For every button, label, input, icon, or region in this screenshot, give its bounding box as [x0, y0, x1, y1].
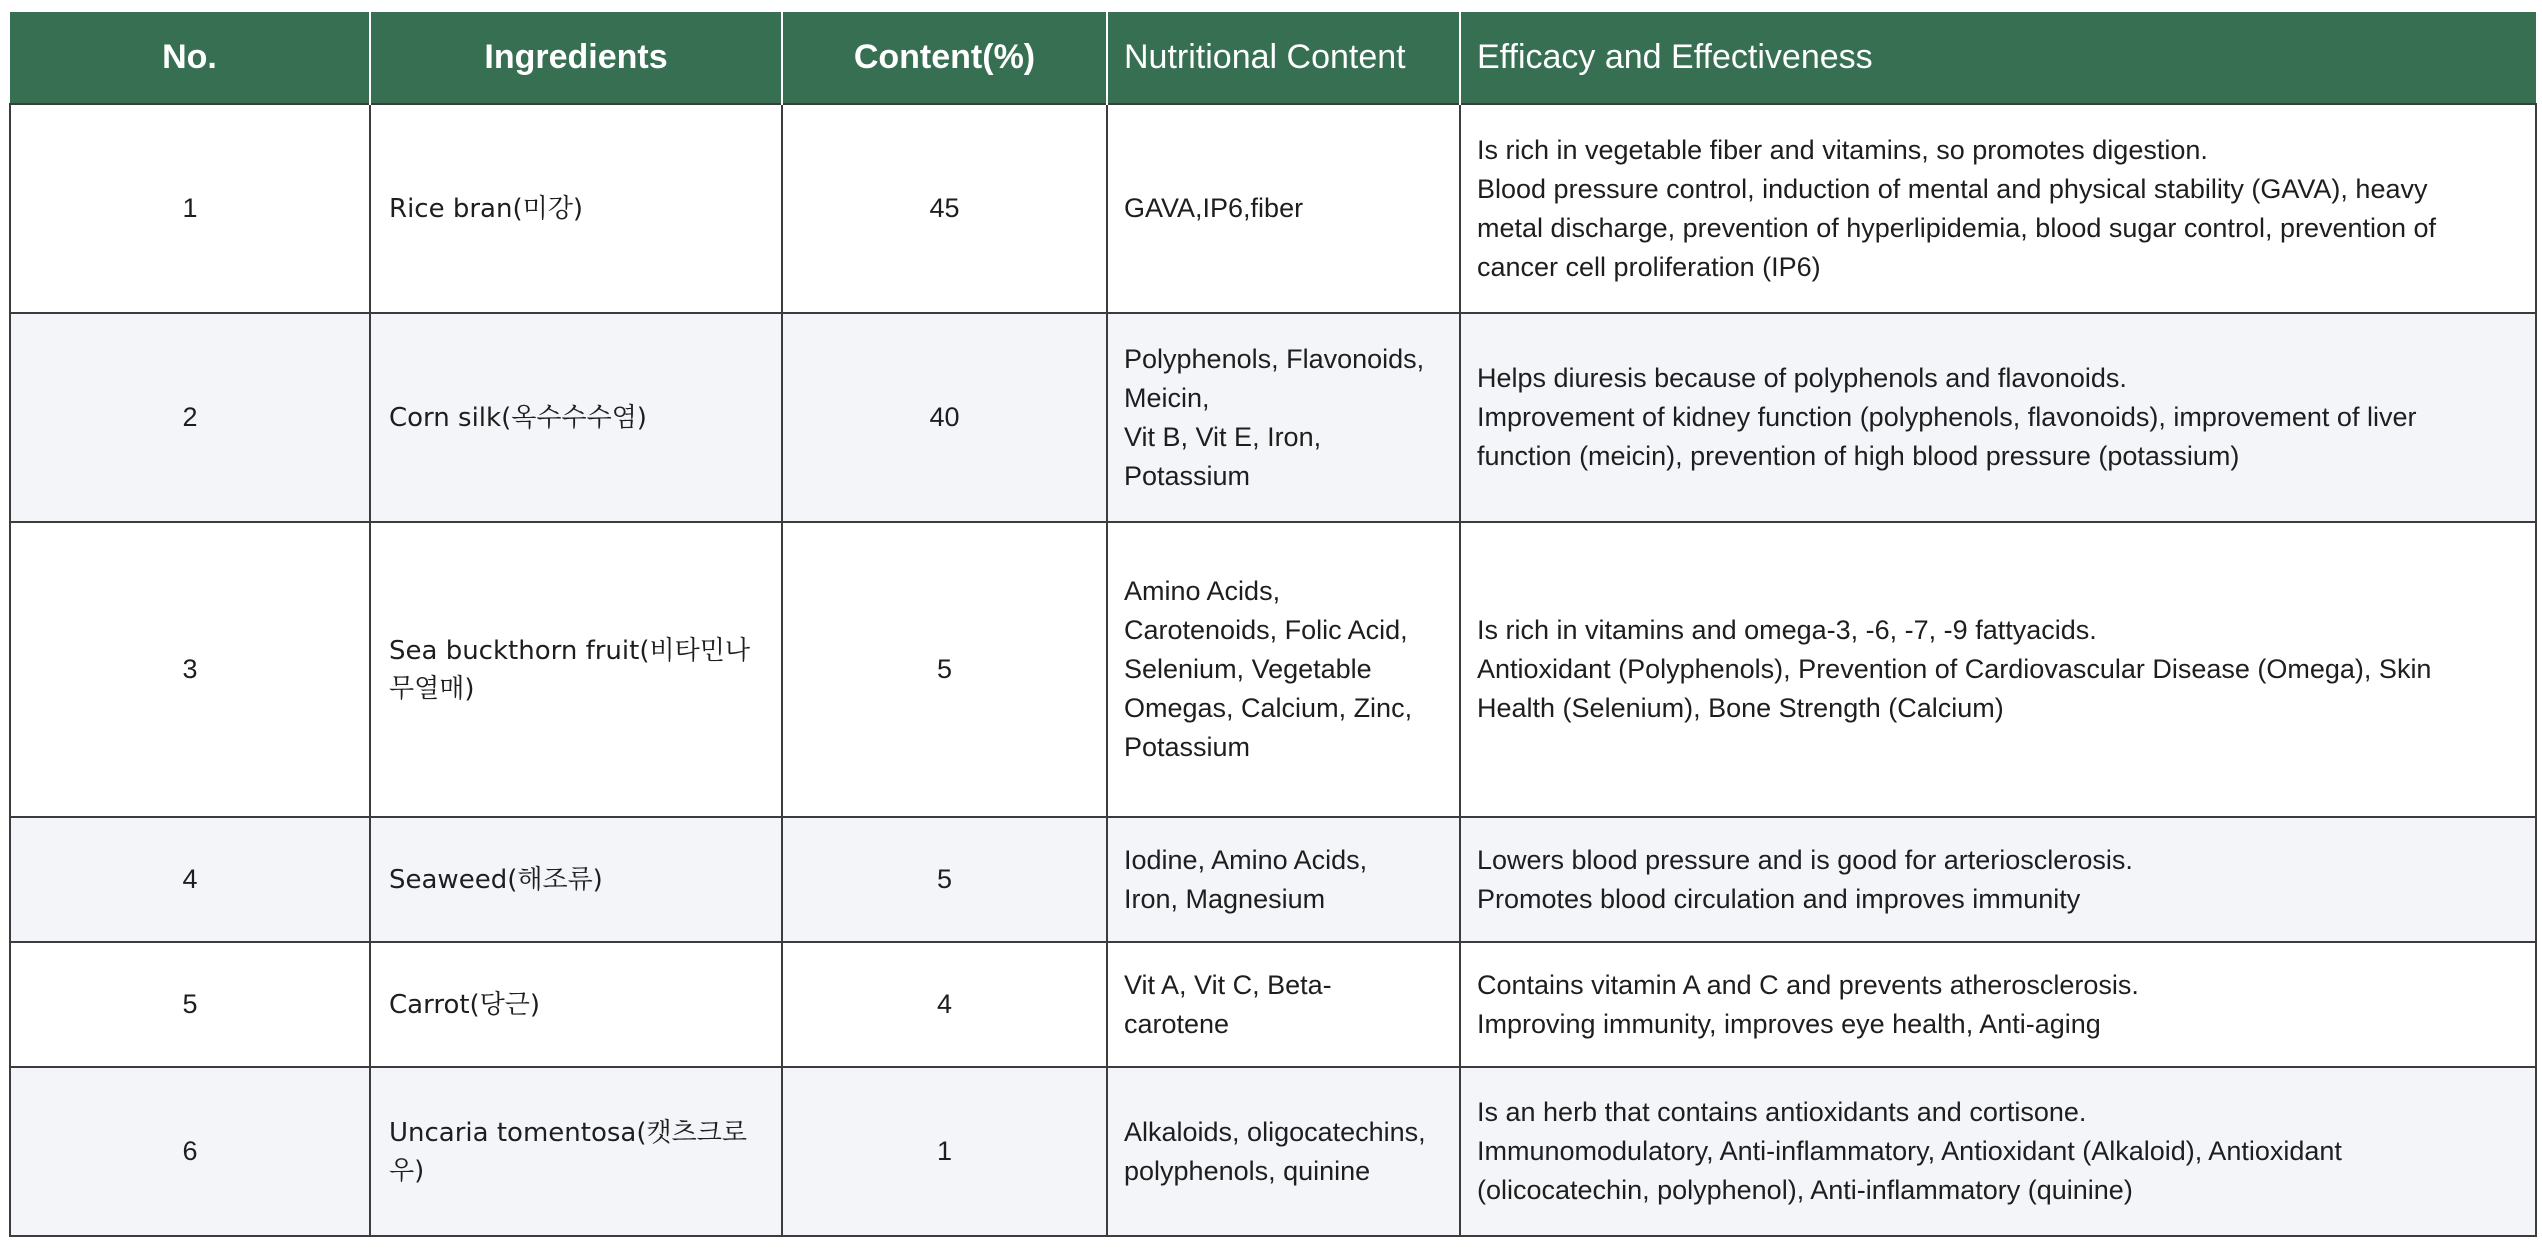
table-row — [10, 817, 2536, 942]
row-number: 3 — [10, 522, 370, 817]
efficacy-text — [1460, 522, 2536, 817]
row-number: 2 — [10, 313, 370, 522]
ingredient-line: Sea buckthorn fruit(비타민나 — [389, 635, 750, 666]
nutritional-content — [1107, 942, 1460, 1067]
efficacy-line: Health (Selenium), Bone Strength (Calcium) — [1477, 693, 2004, 723]
efficacy-text — [1460, 942, 2536, 1067]
ingredient-name — [370, 1067, 782, 1236]
ingredient-name — [370, 522, 782, 817]
header-efficacy: Efficacy and Effectiveness — [1460, 12, 2536, 104]
efficacy-line: Immunomodulatory, Anti-inflammatory, Antioxidant (Alkaloid), Antioxidant — [1477, 1136, 2342, 1166]
content-percent: 1 — [782, 1067, 1107, 1236]
header-content: Content(%) — [782, 12, 1107, 104]
nutritional-line: Polyphenols, Flavonoids, — [1124, 343, 1425, 374]
efficacy-line: (olicocatechin, polyphenol), Anti-inflammatory (quinine) — [1477, 1175, 2133, 1205]
nutritional-line: Vit A, Vit C, Beta- — [1124, 969, 1332, 1000]
header-no: No. — [10, 12, 370, 104]
table-row — [10, 942, 2536, 1067]
efficacy-line: function (meicin), prevention of high blood pressure (potassium) — [1477, 441, 2240, 471]
content-percent: 40 — [782, 313, 1107, 522]
efficacy-line: Improving immunity, improves eye health, Anti-aging — [1477, 1008, 2101, 1039]
nutritional-line: Selenium, Vegetable — [1124, 654, 1372, 684]
row-number: 4 — [10, 817, 370, 942]
efficacy-line: Lowers blood pressure and is good for arteriosclerosis. — [1477, 844, 2133, 875]
efficacy-text — [1460, 1067, 2536, 1236]
content-percent: 5 — [782, 522, 1107, 817]
ingredient-line: Uncaria tomentosa(캣츠크로 — [389, 1117, 747, 1148]
table-row — [10, 1067, 2536, 1236]
table-row — [10, 313, 2536, 522]
nutritional-content — [1107, 817, 1460, 942]
table-header — [10, 12, 2536, 104]
nutritional-line: Amino Acids, — [1124, 576, 1281, 606]
ingredient-line: 우) — [389, 1155, 425, 1186]
nutritional-line: Meicin, — [1124, 382, 1210, 413]
content-percent: 5 — [782, 817, 1107, 942]
nutritional-content — [1107, 522, 1460, 817]
efficacy-line: Promotes blood circulation and improves immunity — [1477, 883, 2081, 914]
table-body — [10, 104, 2536, 1236]
header-nutritional-content: Nutritional Content — [1107, 12, 1460, 104]
efficacy-line: Contains vitamin A and C and prevents atherosclerosis. — [1477, 969, 2139, 1000]
nutritional-line: polyphenols, quinine — [1124, 1155, 1371, 1186]
ingredient-line: 무열매) — [389, 673, 475, 704]
nutritional-line: carotene — [1124, 1008, 1230, 1039]
nutritional-content — [1107, 104, 1460, 313]
efficacy-text — [1460, 104, 2536, 313]
row-number: 6 — [10, 1067, 370, 1236]
efficacy-line: Is rich in vegetable fiber and vitamins, so promotes digestion. — [1477, 134, 2208, 165]
header-row — [10, 12, 2536, 104]
nutritional-line: Carotenoids, Folic Acid, — [1124, 615, 1408, 645]
ingredients-table — [9, 12, 2537, 1237]
nutritional-line: Alkaloids, oligocatechins, — [1124, 1116, 1426, 1147]
table-row — [10, 104, 2536, 313]
nutritional-line: Potassium — [1124, 732, 1251, 762]
efficacy-line: Improvement of kidney function (polyphenols, flavonoids), improvement of liver — [1477, 402, 2417, 432]
nutritional-line: Omegas, Calcium, Zinc, — [1124, 693, 1413, 723]
nutritional-line: Iodine, Amino Acids, — [1124, 844, 1368, 875]
efficacy-line: Blood pressure control, induction of mental and physical stability (GAVA), heavy — [1477, 173, 2428, 204]
nutritional-line: Iron, Magnesium — [1124, 883, 1326, 914]
ingredient-name: Seaweed(해조류) — [370, 817, 782, 942]
row-number: 5 — [10, 942, 370, 1067]
nutritional-content — [1107, 1067, 1460, 1236]
efficacy-line: Antioxidant (Polyphenols), Prevention of Cardiovascular Disease (Omega), Skin — [1477, 654, 2432, 684]
efficacy-line: Helps diuresis because of polyphenols and flavonoids. — [1477, 363, 2127, 393]
efficacy-line: metal discharge, prevention of hyperlipidemia, blood sugar control, prevention of — [1477, 212, 2437, 243]
ingredient-name: Corn silk(옥수수수염) — [370, 313, 782, 522]
nutritional-line: Vit B, Vit E, Iron, — [1124, 421, 1322, 452]
ingredient-name: Carrot(당근) — [370, 942, 782, 1067]
content-percent: 4 — [782, 942, 1107, 1067]
header-ingredients: Ingredients — [370, 12, 782, 104]
ingredient-name: Rice bran(미강) — [370, 104, 782, 313]
nutritional-content — [1107, 313, 1460, 522]
nutritional-line: GAVA,IP6,fiber — [1124, 193, 1304, 223]
row-number: 1 — [10, 104, 370, 313]
efficacy-line: cancer cell proliferation (IP6) — [1477, 251, 1821, 282]
nutritional-line: Potassium — [1124, 460, 1251, 491]
efficacy-text — [1460, 817, 2536, 942]
efficacy-line: Is an herb that contains antioxidants and cortisone. — [1477, 1097, 2087, 1127]
efficacy-text — [1460, 313, 2536, 522]
content-percent: 45 — [782, 104, 1107, 313]
table-row — [10, 522, 2536, 817]
ingredients-table-container — [9, 12, 2535, 1237]
efficacy-line: Is rich in vitamins and omega-3, -6, -7, -9 fattyacids. — [1477, 615, 2097, 645]
